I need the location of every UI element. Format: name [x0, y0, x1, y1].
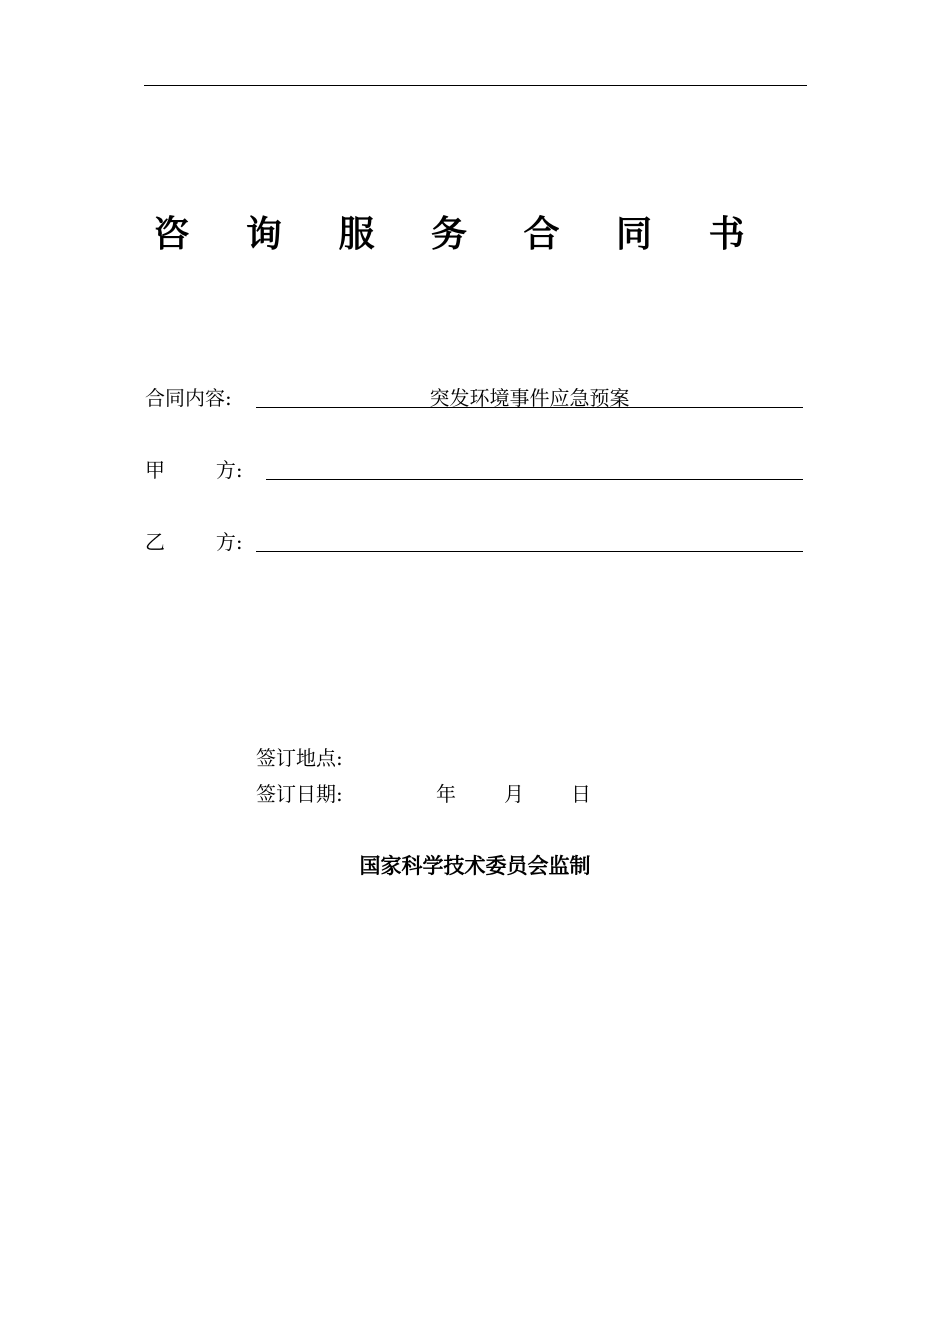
signing-year-label: 年 [436, 782, 456, 806]
signing-month-label: 月 [504, 782, 524, 806]
signing-date-label: 签订日期: [256, 782, 343, 806]
contract-content-value: 突发环境事件应急预案 [429, 386, 630, 410]
header-rule [144, 85, 807, 86]
contract-content-underline [256, 407, 803, 408]
signing-day-label: 日 [571, 782, 591, 806]
document-title: 咨 询 服 务 合 同 书 [153, 214, 767, 255]
party-b-label: 乙 方: [145, 530, 243, 554]
supervisor-line: 国家科学技术委员会监制 [359, 854, 591, 878]
contract-content-label: 合同内容: [145, 386, 232, 410]
party-a-label: 甲 方: [145, 458, 243, 482]
party-a-underline [266, 479, 803, 480]
signing-place-label: 签订地点: [256, 746, 343, 770]
party-b-underline [256, 551, 803, 552]
